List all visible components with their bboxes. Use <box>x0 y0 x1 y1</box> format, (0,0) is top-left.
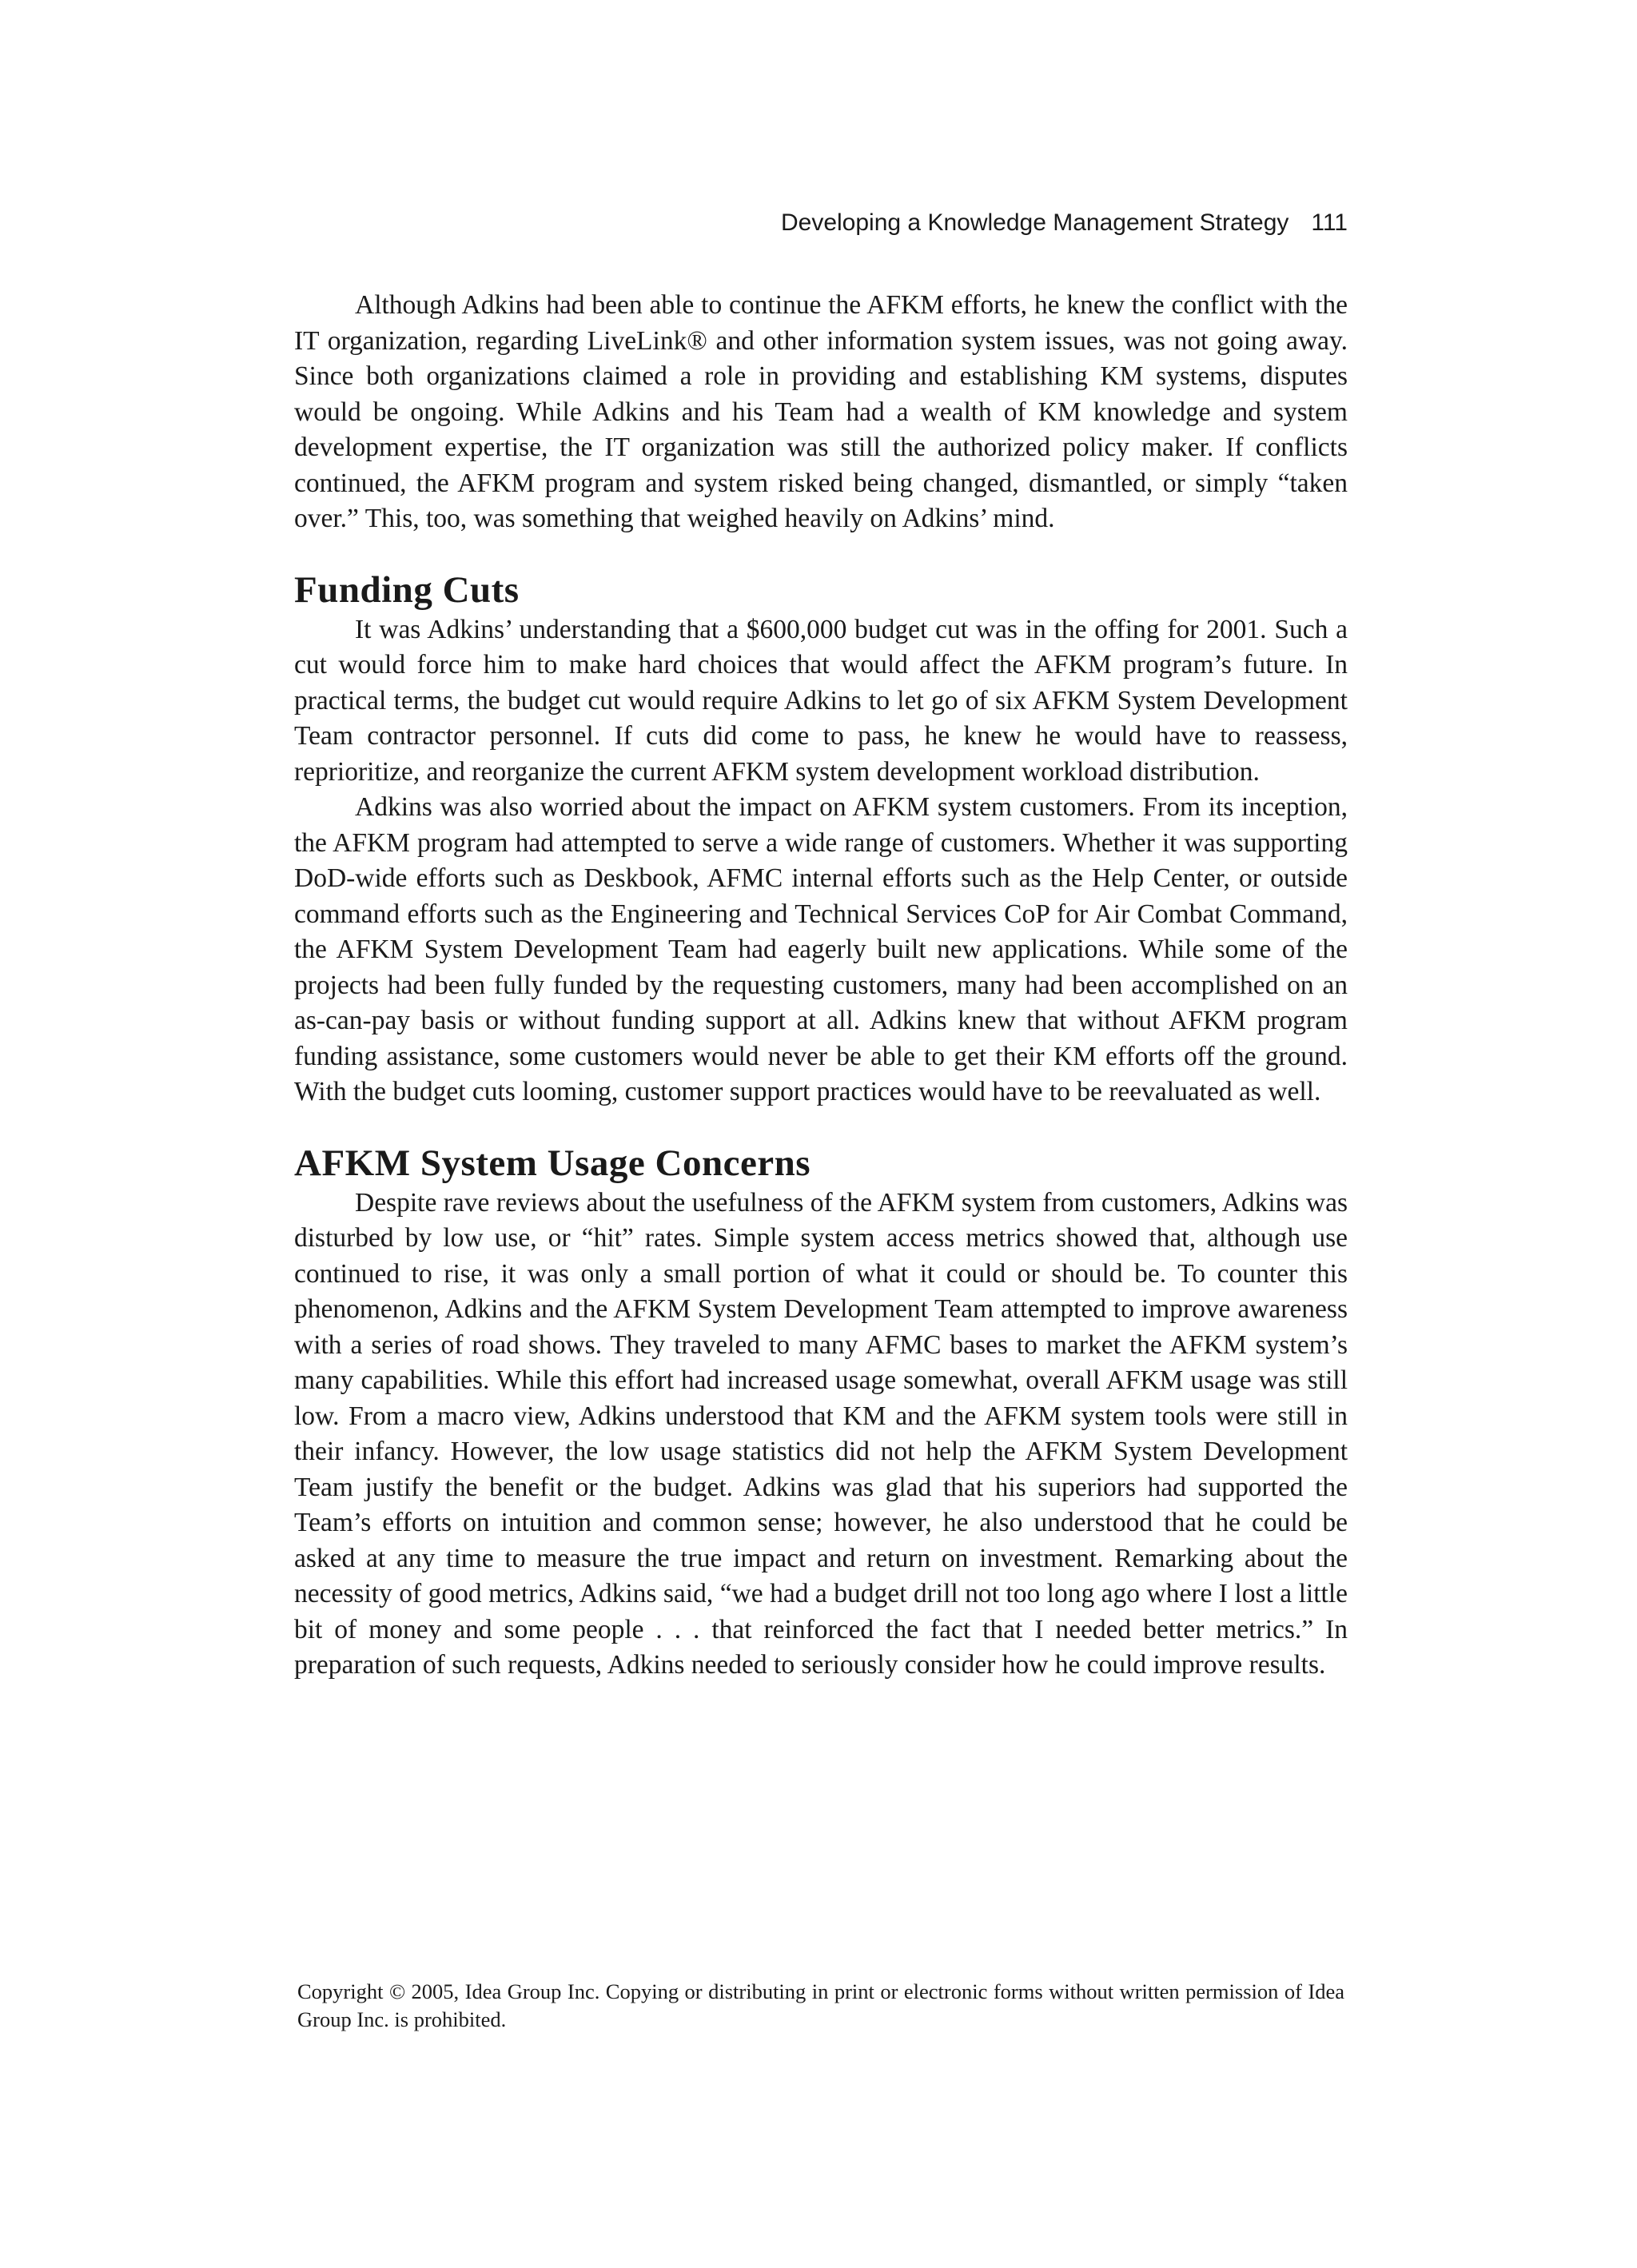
running-header <box>294 209 1348 237</box>
paragraph: Although Adkins had been able to continue the AFKM efforts, he knew the conflict with the IT organization, regarding LiveLink® and other information system issues, was not going away. Since both organizations claimed a role in providing and establishing KM systems, disputes would be ongoing. While Adkins and his Team had a wealth of KM knowledge and system development expertise, the IT organization was still the authorized policy maker. If conflicts continued, the AFKM program and system risked being changed, dismantled, or simply “taken over.” This, too, was something that weighed heavily on Adkins’ mind. <box>294 290 1348 533</box>
paragraph: It was Adkins’ understanding that a $600,000 budget cut was in the offing for 2001. Such a cut would force him to make hard choices that would affect the AFKM program’s future. In practical terms, the budget cut would require Adkins to let go of six AFKM System Development Team contractor personnel. If cuts did come to pass, he knew he would have to reassess, reprioritize, and reorganize the current AFKM system development workload distribution. <box>294 614 1348 787</box>
running-header-title: Developing a Knowledge Management Strategy <box>780 209 1289 236</box>
section-heading-usage-concerns: AFKM System Usage Concerns <box>294 1142 811 1184</box>
paragraph: Despite rave reviews about the usefulness of the AFKM system from customers, Adkins was disturbed by low use, or “hit” rates. Simple system access metrics showed that, although use continued to rise, it was only a small portion of what it could or should be. To counter this phenomenon, Adkins and the AFKM System Development Team attempted to improve awareness with a series of road shows. They traveled to many AFMC bases to market the AFKM system’s many capabilities. While this effort had increased usage somewhat, overall AFKM usage was still low. From a macro view, Adkins understood that KM and the AFKM system tools were still in their infancy. However, the low usage statistics did not help the AFKM System Development Team justify the benefit or the budget. Adkins was glad that his superiors had supported the Team’s efforts on intuition and common sense; however, he also understood that he could be asked at any time to measure the true impact and return on investment. Remarking about the necessity of good metrics, Adkins said, “we had a budget drill not too long ago where I lost a little bit of money and some people . . . that reinforced the fact that I needed better metrics.” In preparation of such requests, Adkins needed to seriously consider how he could improve results. <box>294 1187 1348 1680</box>
copyright-notice: Copyright © 2005, Idea Group Inc. Copying or distributing in print or electronic forms without written permission of Idea Group Inc. is prohibited. <box>297 1979 1344 2031</box>
body-text <box>294 288 1348 1684</box>
section-heading-funding-cuts: Funding Cuts <box>294 568 520 611</box>
paragraph: Adkins was also worried about the impact on AFKM system customers. From its inception, the AFKM program had attempted to serve a wide range of customers. Whether it was supporting DoD-wide efforts such as Deskbook, AFMC internal efforts such as the Help Center, or outside command efforts such as the Engineering and Technical Services CoP for Air Combat Command, the AFKM System Development Team had eagerly built new applications. While some of the projects had been fully funded by the requesting customers, many had been accomplished on an as-can-pay basis or without funding support at all. Adkins knew that without AFKM program funding assistance, some customers would never be able to get their KM efforts off the ground. With the budget cuts looming, customer support practices would have to be reevaluated as well. <box>294 792 1348 1106</box>
page-number: 111 <box>1311 209 1348 236</box>
